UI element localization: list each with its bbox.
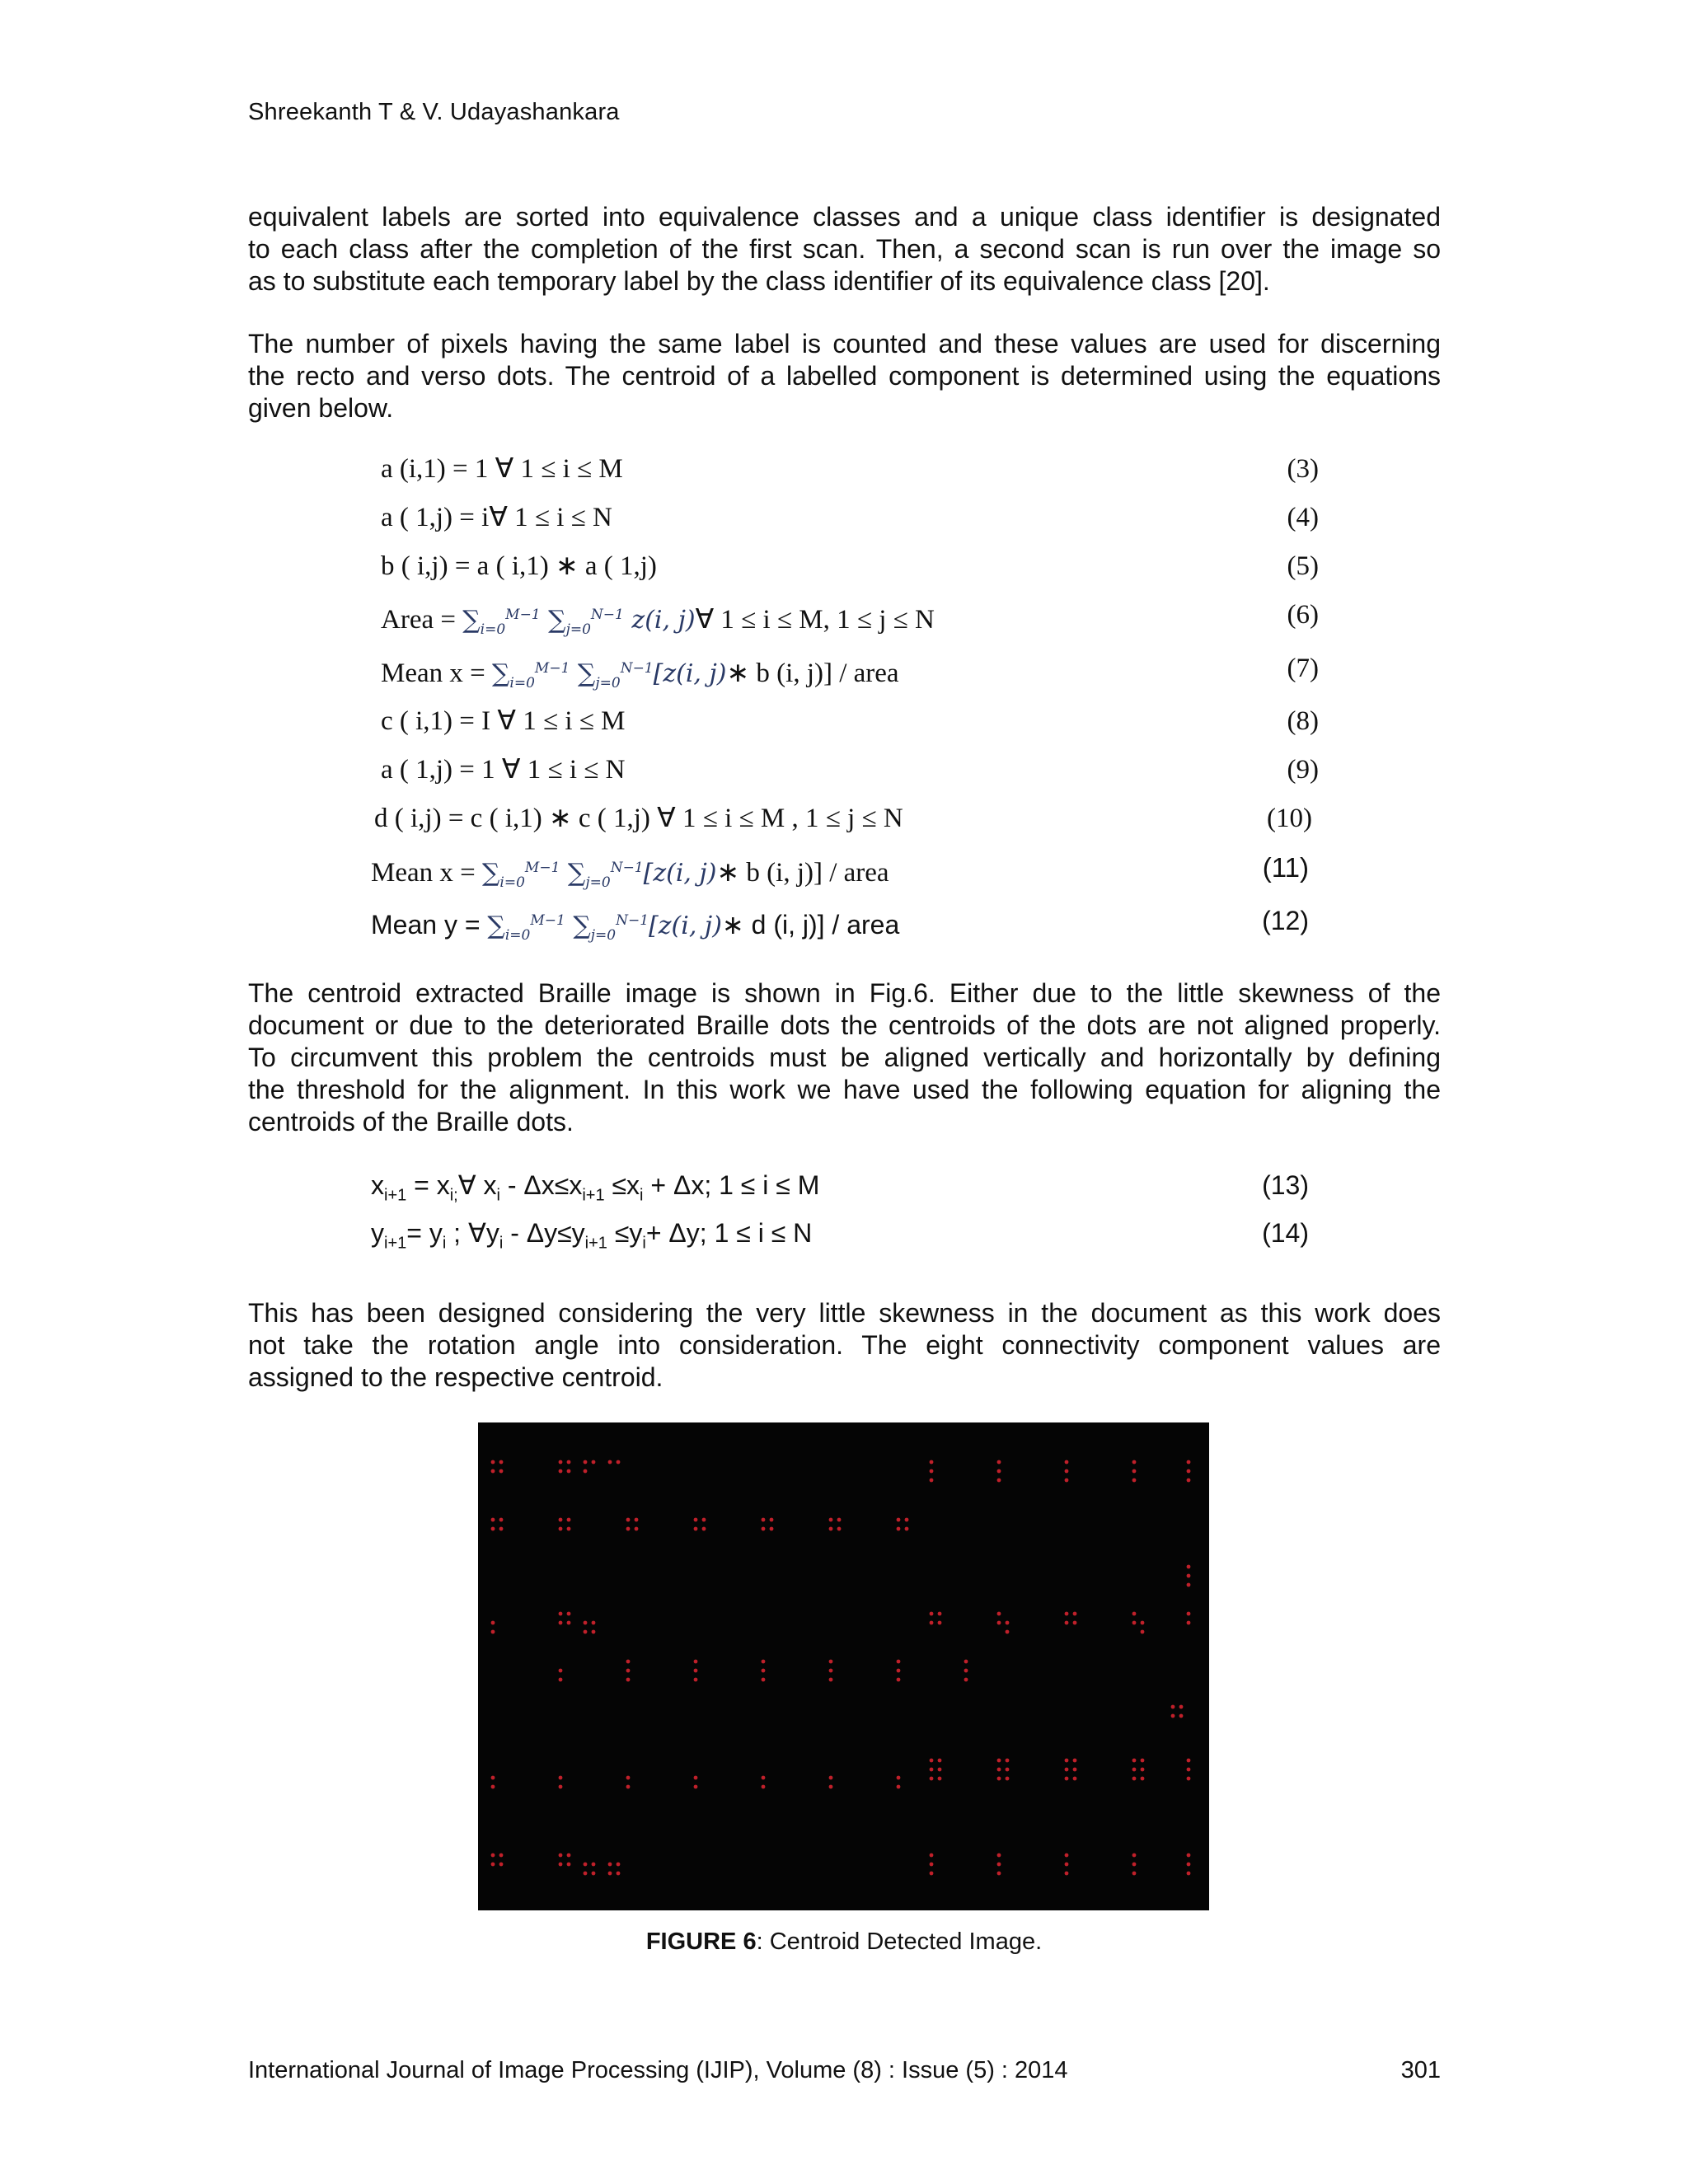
braille-dot bbox=[1141, 1768, 1145, 1772]
braille-dot bbox=[997, 1759, 1001, 1763]
figure-label: FIGURE 6 bbox=[645, 1929, 757, 1955]
braille-dot bbox=[897, 1527, 901, 1531]
braille-dot bbox=[1187, 1777, 1191, 1781]
equation-number: (3) bbox=[1287, 454, 1319, 484]
braille-dot bbox=[1187, 1565, 1191, 1569]
braille-dot bbox=[491, 1863, 495, 1867]
braille-dot bbox=[694, 1776, 698, 1780]
braille-dot bbox=[567, 1621, 571, 1625]
braille-dot bbox=[499, 1854, 504, 1858]
braille-dot bbox=[559, 1469, 563, 1474]
equation-number: (13) bbox=[1262, 1170, 1309, 1200]
braille-dot bbox=[559, 1669, 563, 1673]
braille-dot bbox=[1073, 1768, 1077, 1772]
braille-dot bbox=[1187, 1863, 1191, 1867]
braille-dot bbox=[930, 1777, 934, 1781]
braille-dot bbox=[930, 1872, 934, 1876]
braille-dot bbox=[608, 1872, 612, 1876]
braille-dot bbox=[930, 1863, 934, 1867]
braille-dot bbox=[762, 1518, 766, 1522]
braille-dot bbox=[1171, 1714, 1175, 1718]
equation-6 bbox=[371, 594, 1319, 638]
equation-number: (12) bbox=[1262, 906, 1309, 935]
braille-dot bbox=[626, 1527, 631, 1531]
braille-dot bbox=[567, 1460, 571, 1465]
equation-13 bbox=[361, 1165, 1309, 1206]
braille-dot bbox=[1132, 1621, 1137, 1625]
braille-dot bbox=[559, 1612, 563, 1616]
equation-body: a ( 1,j) = i∀ 1 ≤ i ≤ N bbox=[381, 503, 612, 532]
braille-dot bbox=[1132, 1768, 1137, 1772]
braille-dot bbox=[1132, 1863, 1137, 1867]
braille-dot bbox=[1065, 1768, 1069, 1772]
braille-dot bbox=[1187, 1768, 1191, 1772]
braille-dot bbox=[592, 1630, 596, 1634]
braille-dot bbox=[567, 1518, 571, 1522]
braille-dot bbox=[694, 1660, 698, 1664]
braille-dot bbox=[592, 1863, 596, 1867]
braille-dot bbox=[1187, 1460, 1191, 1465]
braille-dot bbox=[997, 1621, 1001, 1625]
braille-dot bbox=[997, 1460, 1001, 1465]
braille-dot bbox=[1179, 1714, 1184, 1718]
text-line: assigned to the respective centroid. bbox=[248, 1362, 663, 1392]
braille-dot bbox=[491, 1527, 495, 1531]
braille-dot bbox=[499, 1527, 504, 1531]
equation-number: (7) bbox=[1287, 654, 1319, 683]
braille-dot bbox=[837, 1527, 842, 1531]
text-line: to each class after the completion of the first scan. Then, a second scan is run over the image so bbox=[248, 234, 1441, 264]
braille-dot bbox=[694, 1678, 698, 1682]
braille-dot bbox=[997, 1872, 1001, 1876]
braille-dot bbox=[567, 1863, 571, 1867]
text-line: the recto and verso dots. The centroid of a labelled component is determined using the equations bbox=[248, 361, 1441, 391]
braille-dot bbox=[762, 1776, 766, 1780]
braille-dot bbox=[1187, 1574, 1191, 1578]
braille-dot bbox=[694, 1527, 698, 1531]
braille-dot bbox=[964, 1678, 968, 1682]
braille-dot bbox=[762, 1669, 766, 1673]
braille-dot bbox=[499, 1863, 504, 1867]
braille-dot bbox=[930, 1854, 934, 1858]
braille-dot bbox=[1187, 1469, 1191, 1474]
braille-dot bbox=[1006, 1759, 1010, 1763]
equation-body: c ( i,1) = I ∀ 1 ≤ i ≤ M bbox=[381, 706, 626, 736]
braille-dot bbox=[608, 1863, 612, 1867]
braille-dot bbox=[559, 1621, 563, 1625]
equation-8 bbox=[371, 701, 1319, 742]
braille-dot bbox=[997, 1469, 1001, 1474]
equation-number: (9) bbox=[1287, 755, 1319, 785]
braille-dot bbox=[762, 1785, 766, 1789]
braille-dot bbox=[964, 1660, 968, 1664]
braille-dot bbox=[499, 1518, 504, 1522]
braille-dot bbox=[617, 1863, 621, 1867]
braille-dot bbox=[829, 1527, 833, 1531]
braille-dot bbox=[1132, 1469, 1137, 1474]
braille-dot bbox=[626, 1785, 631, 1789]
braille-dot bbox=[997, 1479, 1001, 1483]
braille-dot bbox=[584, 1460, 588, 1465]
paragraph-1 bbox=[248, 201, 1441, 298]
braille-dot bbox=[829, 1776, 833, 1780]
equation-body: a (i,1) = 1 ∀ 1 ≤ i ≤ M bbox=[381, 454, 623, 484]
braille-dot bbox=[491, 1518, 495, 1522]
braille-dot bbox=[491, 1854, 495, 1858]
braille-dot bbox=[930, 1612, 934, 1616]
braille-dot bbox=[617, 1460, 621, 1465]
braille-dot bbox=[770, 1518, 774, 1522]
braille-dot bbox=[1065, 1777, 1069, 1781]
braille-dot bbox=[1187, 1612, 1191, 1616]
braille-dot bbox=[567, 1527, 571, 1531]
figure-caption-text: : Centroid Detected Image. bbox=[756, 1929, 1043, 1955]
braille-dot bbox=[592, 1872, 596, 1876]
page-footer bbox=[248, 2057, 1441, 2084]
braille-dot bbox=[1065, 1460, 1069, 1465]
braille-dot bbox=[694, 1669, 698, 1673]
braille-dot bbox=[1065, 1479, 1069, 1483]
text-line: the threshold for the alignment. In this work we have used the following equation for aligning the bbox=[248, 1075, 1441, 1104]
equation-body: $y_{i+1}= y_i$ ; $\forall y_i - \Delta y\le y_{i+1} \le y_i+ \Delta y$; 1 ≤ i ≤ N bbox=[371, 1218, 813, 1253]
braille-dot bbox=[559, 1527, 563, 1531]
braille-dot bbox=[584, 1872, 588, 1876]
braille-dot bbox=[762, 1660, 766, 1664]
braille-dot bbox=[626, 1776, 631, 1780]
text-line: document or due to the deteriorated Braille dots the centroids of the dots are not aligned properly. bbox=[248, 1010, 1441, 1040]
equation-4 bbox=[371, 497, 1319, 538]
equation-number: (4) bbox=[1287, 503, 1319, 532]
braille-dot bbox=[997, 1863, 1001, 1867]
equation-9 bbox=[371, 749, 1319, 790]
braille-dot bbox=[938, 1768, 942, 1772]
braille-dot bbox=[1132, 1872, 1137, 1876]
braille-dot bbox=[626, 1669, 631, 1673]
braille-dot bbox=[938, 1621, 942, 1625]
braille-dot bbox=[491, 1785, 495, 1789]
equation-body: b ( i,j) = a ( i,1) ∗ a ( 1,j) bbox=[381, 551, 657, 581]
braille-dot bbox=[694, 1785, 698, 1789]
braille-dot bbox=[1171, 1705, 1175, 1709]
braille-dot bbox=[1065, 1872, 1069, 1876]
braille-dot bbox=[1141, 1759, 1145, 1763]
braille-dot bbox=[491, 1621, 495, 1625]
braille-dot bbox=[997, 1854, 1001, 1858]
braille-dot bbox=[938, 1612, 942, 1616]
braille-dot bbox=[930, 1759, 934, 1763]
braille-dot bbox=[491, 1776, 495, 1780]
braille-dot bbox=[559, 1518, 563, 1522]
braille-dot bbox=[829, 1669, 833, 1673]
braille-dot bbox=[626, 1660, 631, 1664]
equation-body: Mean $x = \sum_{i=0}^{M-1}$ $\sum_{j=0}^{N-1}[z(i$, j)∗ b (i, j)] / area bbox=[371, 858, 889, 891]
braille-dot bbox=[584, 1469, 588, 1474]
braille-dot bbox=[1065, 1854, 1069, 1858]
braille-dot bbox=[1141, 1621, 1145, 1625]
text-line: not take the rotation angle into consideration. The eight connectivity component values are bbox=[248, 1330, 1441, 1360]
figure-caption bbox=[0, 1929, 1688, 1956]
text-line: centroids of the Braille dots. bbox=[248, 1107, 574, 1137]
braille-dot bbox=[626, 1518, 631, 1522]
text-line: equivalent labels are sorted into equivalence classes and a unique class identifier is designated bbox=[248, 202, 1441, 232]
braille-dot bbox=[1006, 1621, 1010, 1625]
braille-dot bbox=[837, 1518, 842, 1522]
braille-dot bbox=[559, 1460, 563, 1465]
braille-dot bbox=[626, 1678, 631, 1682]
paragraph-2 bbox=[248, 328, 1441, 424]
braille-dot bbox=[559, 1863, 563, 1867]
braille-dot bbox=[635, 1527, 639, 1531]
braille-dot bbox=[592, 1460, 596, 1465]
braille-dot bbox=[491, 1469, 495, 1474]
braille-dot bbox=[702, 1518, 706, 1522]
braille-dot bbox=[1065, 1759, 1069, 1763]
braille-dot bbox=[617, 1872, 621, 1876]
centroid-detected-image bbox=[478, 1422, 1209, 1910]
text-line: This has been designed considering the very little skewness in the document as this work does bbox=[248, 1298, 1441, 1328]
braille-dot bbox=[567, 1854, 571, 1858]
equation-body: a ( 1,j) = 1 ∀ 1 ≤ i ≤ N bbox=[381, 755, 626, 785]
braille-dot bbox=[567, 1612, 571, 1616]
braille-dot bbox=[592, 1621, 596, 1625]
braille-dot bbox=[635, 1518, 639, 1522]
braille-dot bbox=[499, 1460, 504, 1465]
braille-dot bbox=[997, 1768, 1001, 1772]
equation-7 bbox=[371, 648, 1319, 689]
braille-dot bbox=[770, 1527, 774, 1531]
braille-dot bbox=[1073, 1759, 1077, 1763]
equation-body: $x_{i+1}$ = $x_{i;}\forall$ $x_i - \Delta x\le x_{i+1} \le x_i + \Delta x$; 1 ≤ i ≤ M bbox=[371, 1170, 820, 1205]
braille-dot bbox=[762, 1527, 766, 1531]
braille-dot bbox=[897, 1660, 901, 1664]
equation-number: (14) bbox=[1262, 1218, 1309, 1248]
braille-dot bbox=[1065, 1621, 1069, 1625]
braille-dot bbox=[997, 1612, 1001, 1616]
braille-dots-image bbox=[478, 1422, 1209, 1910]
braille-dot bbox=[1065, 1469, 1069, 1474]
braille-dot bbox=[1187, 1854, 1191, 1858]
braille-dot bbox=[905, 1518, 909, 1522]
equation-5 bbox=[371, 546, 1319, 587]
braille-dot bbox=[608, 1460, 612, 1465]
braille-dot bbox=[1065, 1612, 1069, 1616]
equation-body: d ( i,j) = c ( i,1) ∗ c ( 1,j) ∀ 1 ≤ i ≤ M , 1 ≤ j ≤ N bbox=[374, 804, 903, 833]
braille-dot bbox=[1006, 1768, 1010, 1772]
text-line: The number of pixels having the same label is counted and these values are used for discerning bbox=[248, 329, 1441, 359]
equation-number: (10) bbox=[1267, 804, 1312, 833]
braille-dot bbox=[1187, 1479, 1191, 1483]
equation-body: Mean $x = \sum_{i=0}^{M-1}$ $\sum_{j=0}^{N-1}[z(i$, j)∗ b (i, j)] / area bbox=[381, 658, 899, 691]
equation-12 bbox=[361, 900, 1309, 944]
braille-dot bbox=[1006, 1777, 1010, 1781]
braille-dot bbox=[559, 1854, 563, 1858]
text-line: The centroid extracted Braille image is shown in Fig.6. Either due to the little skewness of the bbox=[248, 978, 1441, 1008]
braille-dot bbox=[930, 1479, 934, 1483]
equation-14 bbox=[361, 1212, 1309, 1254]
braille-dot bbox=[1132, 1777, 1137, 1781]
braille-dot bbox=[1179, 1705, 1184, 1709]
braille-dot bbox=[897, 1785, 901, 1789]
braille-dot bbox=[584, 1863, 588, 1867]
braille-dot bbox=[762, 1678, 766, 1682]
braille-dot bbox=[897, 1518, 901, 1522]
braille-dot bbox=[1132, 1479, 1137, 1483]
braille-dot bbox=[1006, 1630, 1010, 1634]
braille-dot bbox=[567, 1469, 571, 1474]
braille-dot bbox=[584, 1630, 588, 1634]
braille-dot bbox=[491, 1630, 495, 1634]
braille-dot bbox=[1141, 1777, 1145, 1781]
braille-dot bbox=[1187, 1583, 1191, 1587]
equation-number: (11) bbox=[1262, 852, 1309, 883]
paragraph-3 bbox=[248, 977, 1441, 1138]
equation-number: (6) bbox=[1287, 600, 1319, 630]
braille-dot bbox=[1187, 1621, 1191, 1625]
text-line: as to substitute each temporary label by the class identifier of its equivalence class [20]. bbox=[248, 266, 1270, 296]
braille-dot bbox=[829, 1660, 833, 1664]
braille-dot bbox=[1132, 1759, 1137, 1763]
running-header: Shreekanth T & V. Udayashankara bbox=[248, 99, 620, 125]
equation-number: (8) bbox=[1287, 706, 1319, 736]
braille-dot bbox=[930, 1768, 934, 1772]
braille-dot bbox=[938, 1777, 942, 1781]
braille-dot bbox=[1073, 1621, 1077, 1625]
braille-dot bbox=[559, 1776, 563, 1780]
braille-dot bbox=[897, 1678, 901, 1682]
braille-dot bbox=[1065, 1863, 1069, 1867]
braille-dot bbox=[829, 1518, 833, 1522]
braille-dot bbox=[897, 1669, 901, 1673]
braille-dot bbox=[1187, 1759, 1191, 1763]
equation-10 bbox=[364, 798, 1312, 839]
braille-dot bbox=[499, 1469, 504, 1474]
equation-body: Mean $y = \sum_{i=0}^{M-1}$ $\sum_{j=0}^{N-1}[z(i$, j)∗ d (i, j)] / area bbox=[371, 910, 900, 944]
braille-dot bbox=[1141, 1630, 1145, 1634]
braille-dot bbox=[1073, 1777, 1077, 1781]
braille-dot bbox=[905, 1527, 909, 1531]
equation-number: (5) bbox=[1287, 551, 1319, 581]
braille-dot bbox=[829, 1678, 833, 1682]
braille-dot bbox=[559, 1785, 563, 1789]
braille-dot bbox=[964, 1669, 968, 1673]
braille-dot bbox=[694, 1518, 698, 1522]
braille-dot bbox=[997, 1777, 1001, 1781]
braille-dot bbox=[1132, 1460, 1137, 1465]
braille-dot bbox=[930, 1621, 934, 1625]
braille-dot bbox=[1073, 1612, 1077, 1616]
equation-body: Area = $\sum_{i=0}^{M-1}$ $\sum_{j=0}^{N-1}$ z(i, j)∀ 1 ≤ i ≤ M, 1 ≤ j ≤ N bbox=[381, 605, 935, 638]
braille-dot bbox=[930, 1460, 934, 1465]
braille-dot bbox=[897, 1776, 901, 1780]
page-number: 301 bbox=[1400, 2057, 1441, 2083]
braille-dot bbox=[930, 1469, 934, 1474]
braille-dot bbox=[1187, 1872, 1191, 1876]
braille-dot bbox=[559, 1678, 563, 1682]
journal-citation: International Journal of Image Processing (IJIP), Volume (8) : Issue (5) : 2014 bbox=[248, 2057, 1068, 2083]
text-line: given below. bbox=[248, 393, 394, 423]
braille-dot bbox=[1132, 1854, 1137, 1858]
braille-dot bbox=[1132, 1612, 1137, 1616]
equation-3 bbox=[371, 448, 1319, 490]
paragraph-4 bbox=[248, 1297, 1441, 1394]
braille-dot bbox=[702, 1527, 706, 1531]
text-line: To circumvent this problem the centroids must be aligned vertically and horizontally by defining bbox=[248, 1043, 1441, 1072]
braille-dot bbox=[938, 1759, 942, 1763]
braille-dot bbox=[491, 1460, 495, 1465]
braille-dot bbox=[584, 1621, 588, 1625]
braille-dot bbox=[829, 1785, 833, 1789]
equation-11 bbox=[361, 847, 1309, 891]
